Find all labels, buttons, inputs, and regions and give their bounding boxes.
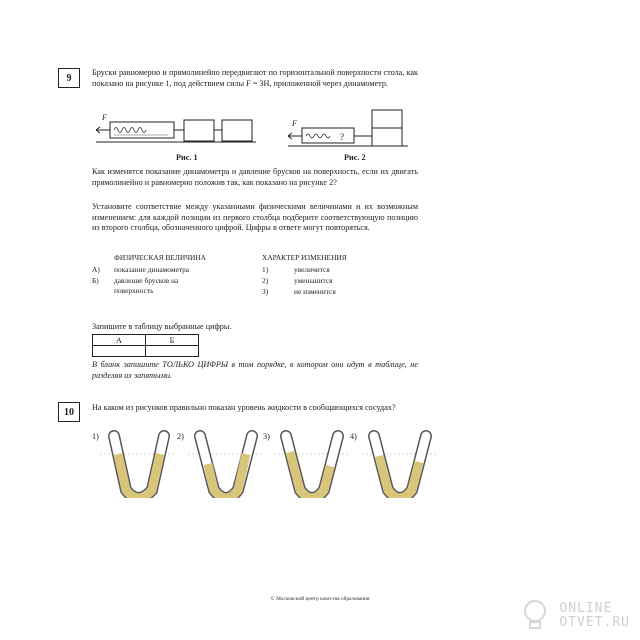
lightbulb-watermark-icon <box>520 598 550 632</box>
answer-cell-a[interactable] <box>93 346 146 357</box>
figure-1-caption: Рис. 1 <box>176 153 198 162</box>
right-item-text-2: уменьшится <box>294 276 333 285</box>
write-instruction: Запишите в таблицу выбранные цифры. <box>92 322 232 331</box>
right-item-num-3: 3) <box>262 287 269 296</box>
force-label-2: F <box>292 119 297 128</box>
option-3-label: 3) <box>263 432 270 441</box>
q9-instruction: Установите соответствие между указанными физическими величинами и их возможным изменением: для каждой позиции из первого столбца подберите соответствующую позицию из второго столбца, обозначенного цифрой. Цифры в ответе могут повторяться. <box>92 202 418 233</box>
blank-note: В бланк запишите ТОЛЬКО ЦИФРЫ в том порядке, в котором они идут в таблице, не разделяя их запятыми. <box>92 360 418 380</box>
footer-copyright: © Московский центр качества образования <box>270 596 370 602</box>
answer-cell-b[interactable] <box>146 346 199 357</box>
left-item-letter-b: Б) <box>92 276 99 285</box>
figure-2-dynamometer-bars <box>288 108 408 150</box>
q9-question: Как изменятся показание динамометра и давление брусков на поверхность, если их двигать прямолинейно и равномерно положив так, как показано на рисунке 2? <box>92 167 418 187</box>
u-tube-1[interactable] <box>100 430 176 498</box>
watermark-line-2: OTVET.RU <box>559 615 630 630</box>
question-9-number: 9 <box>58 68 80 88</box>
answer-table-header-b: Б <box>146 335 199 346</box>
u-tube-4[interactable] <box>362 430 438 498</box>
figure-1-dynamometer-bars <box>96 108 256 150</box>
answer-table <box>92 334 199 357</box>
left-item-text-b: давление брусков на поверхность <box>114 276 179 295</box>
left-item-letter-a: А) <box>92 265 100 274</box>
question-10-number: 10 <box>58 402 80 422</box>
answer-table-header-a: А <box>93 335 146 346</box>
figure-2-caption: Рис. 2 <box>344 153 366 162</box>
q9-intro: Бруски равномерно и прямолинейно передвигают по горизонтальной поверхности стола, как показано на рисунке 1, под действием силы F = 3Н, приложенной через динамометр. <box>92 68 418 88</box>
watermark-line-1: ONLINE <box>559 601 613 616</box>
site-watermark <box>559 602 630 630</box>
force-label-1: F <box>102 113 107 122</box>
option-4-label: 4) <box>350 432 357 441</box>
right-item-text-3: не изменится <box>294 287 336 296</box>
right-item-text-1: увеличится <box>294 265 330 274</box>
q10-question: На каком из рисунков правильно показан уровень жидкости в сообщающихся сосудах? <box>92 403 396 412</box>
right-item-num-2: 2) <box>262 276 269 285</box>
column-header-physical-quantity: ФИЗИЧЕСКАЯ ВЕЛИЧИНА <box>114 253 207 262</box>
option-1-label: 1) <box>92 432 99 441</box>
column-header-change: ХАРАКТЕР ИЗМЕНЕНИЯ <box>262 253 347 262</box>
u-tube-2[interactable] <box>188 430 264 498</box>
option-2-label: 2) <box>177 432 184 441</box>
right-item-num-1: 1) <box>262 265 269 274</box>
svg-text:?: ? <box>340 132 344 142</box>
u-tube-3[interactable] <box>274 430 350 498</box>
left-item-text-a: показание динамометра <box>114 265 190 274</box>
